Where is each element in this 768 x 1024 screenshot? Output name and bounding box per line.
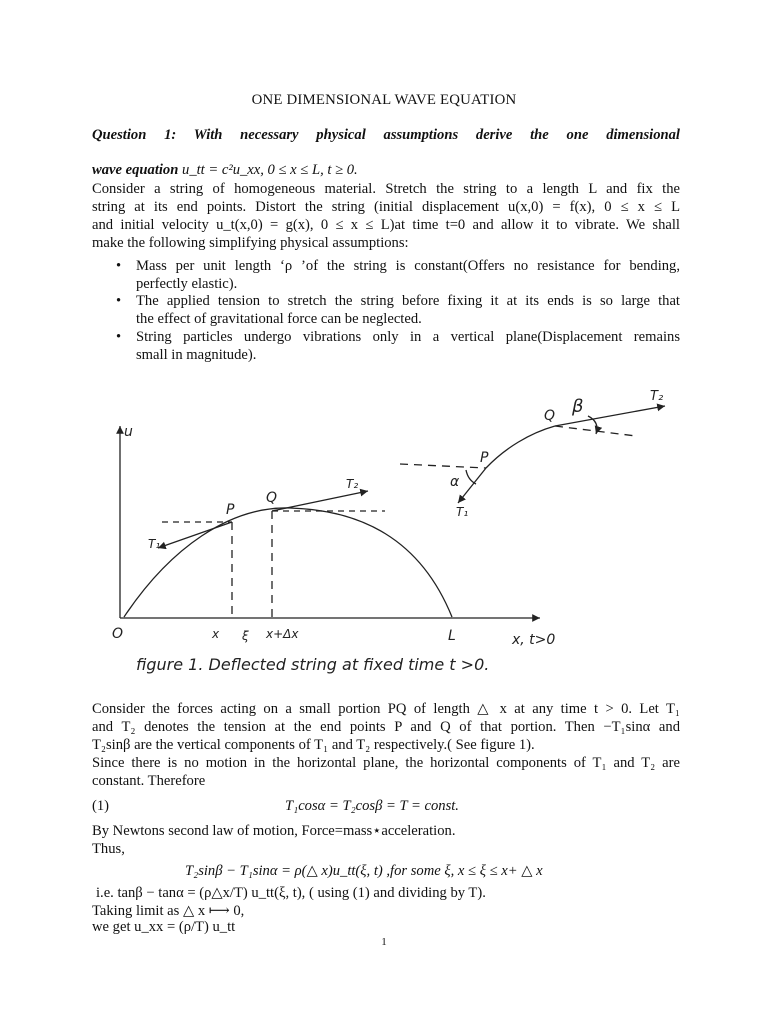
label-T1: T₁: [148, 537, 161, 551]
t1-arrow: [158, 522, 232, 548]
label-beta: β: [572, 396, 584, 417]
intro-line-2: string at its end points. Distort the string (initial displacement u(x,0) = f(x), 0 ≤ x ≤ L: [92, 199, 680, 215]
label-P-zoom: P: [480, 450, 489, 466]
label-u: u: [124, 424, 133, 440]
inset-p-horizontal: [400, 464, 486, 468]
assumption-3-line-1: String particles undergo vibrations only in a vertical plane(Displacement remains: [136, 329, 680, 345]
question-line-2: [92, 161, 358, 179]
label-T2: T₂: [346, 477, 359, 491]
t2-arrow: [272, 491, 368, 511]
label-Q-zoom: Q: [544, 408, 556, 424]
eq1-label: (1): [92, 798, 110, 814]
page-number: 1: [381, 936, 387, 948]
string-curve: [124, 508, 452, 617]
assumption-1-line-1: Mass per unit length ‘ρ ’of the string is constant(Offers no resistance for bending,: [136, 258, 680, 274]
figure-deflected-string: [0, 378, 768, 688]
page-title: ONE DIMENSIONAL WAVE EQUATION: [251, 92, 517, 108]
label-T1-zoom: T₁: [456, 505, 469, 519]
inset-q-horizontal: [555, 426, 636, 436]
eq1: T₁cosα = T₂cosβ = T = const.: [285, 798, 459, 814]
limit-line: Taking limit as △ x ⟼ 0,: [92, 903, 245, 919]
intro-line-3: and initial velocity u_t(x,0) = g(x), 0 ≤ x ≤ L)at time t=0 and allow it to vibrate. We shall: [92, 217, 680, 233]
assumption-2-line-1: The applied tension to stretch the string before fixing it at its ends is so large that: [136, 293, 680, 309]
bullet-2: •: [116, 293, 122, 309]
label-P: P: [226, 502, 235, 518]
ie-line: i.e. tanβ − tanα = (ρ△x/T) u_tt(ξ, t), ( using (1) and dividing by T).: [96, 885, 486, 901]
body-line-2: and T₂ denotes the tension at the end points P and Q of that portion. Then −T₁sinα and: [92, 719, 680, 735]
label-x-plus-dx: x+Δx: [266, 627, 299, 641]
question-label: wave equation: [92, 162, 179, 178]
body-line-4: Since there is no motion in the horizontal plane, the horizontal components of T₁ and T₂ are: [92, 755, 680, 771]
newton-line-2: Thus,: [92, 841, 125, 857]
body-line-1: Consider the forces acting on a small portion PQ of length △ x at any time t > 0. Let T₁: [92, 701, 680, 717]
inset-t1-arrow: [458, 468, 486, 503]
result-line: we get u_xx = (ρ/T) u_tt: [92, 919, 236, 935]
label-x: x: [212, 627, 220, 641]
label-L: L: [448, 628, 456, 644]
assumption-3-line-2: small in magnitude).: [136, 347, 257, 363]
assumption-1-line-2: perfectly elastic).: [136, 276, 238, 292]
label-origin: O: [112, 626, 124, 642]
wave-equation: u_tt = c²u_xx, 0 ≤ x ≤ L, t ≥ 0.: [182, 162, 358, 178]
question-line-1: Question 1: With necessary physical assumptions derive the one dimensional: [92, 127, 680, 143]
assumption-2-line-2: the effect of gravitational force can be neglected.: [136, 311, 422, 327]
label-xi: ξ: [242, 629, 249, 643]
bullet-1: •: [116, 258, 122, 274]
label-x-axis: x, t>0: [512, 632, 556, 648]
intro-line-1: Consider a string of homogeneous material. Stretch the string to a length L and fix the: [92, 181, 680, 197]
inset-segment: [486, 426, 555, 468]
body-line-3: T₂sinβ are the vertical components of T₁ and T₂ respectively.( See figure 1).: [92, 737, 535, 753]
body-line-5: constant. Therefore: [92, 773, 206, 789]
eq2: T₂sinβ − T₁sinα = ρ(△ x)u_tt(ξ, t) ,for some ξ, x ≤ ξ ≤ x+ △ x: [185, 863, 543, 879]
newton-line-1: By Newtons second law of motion, Force=mass⋆acceleration.: [92, 823, 456, 839]
figure-caption: figure 1. Deflected string at fixed time t >0.: [136, 655, 490, 674]
label-alpha: α: [450, 474, 460, 490]
label-T2-zoom: T₂: [650, 389, 664, 404]
label-Q: Q: [266, 490, 278, 506]
bullet-3: •: [116, 329, 122, 345]
intro-line-4: make the following simplifying physical assumptions:: [92, 235, 409, 251]
